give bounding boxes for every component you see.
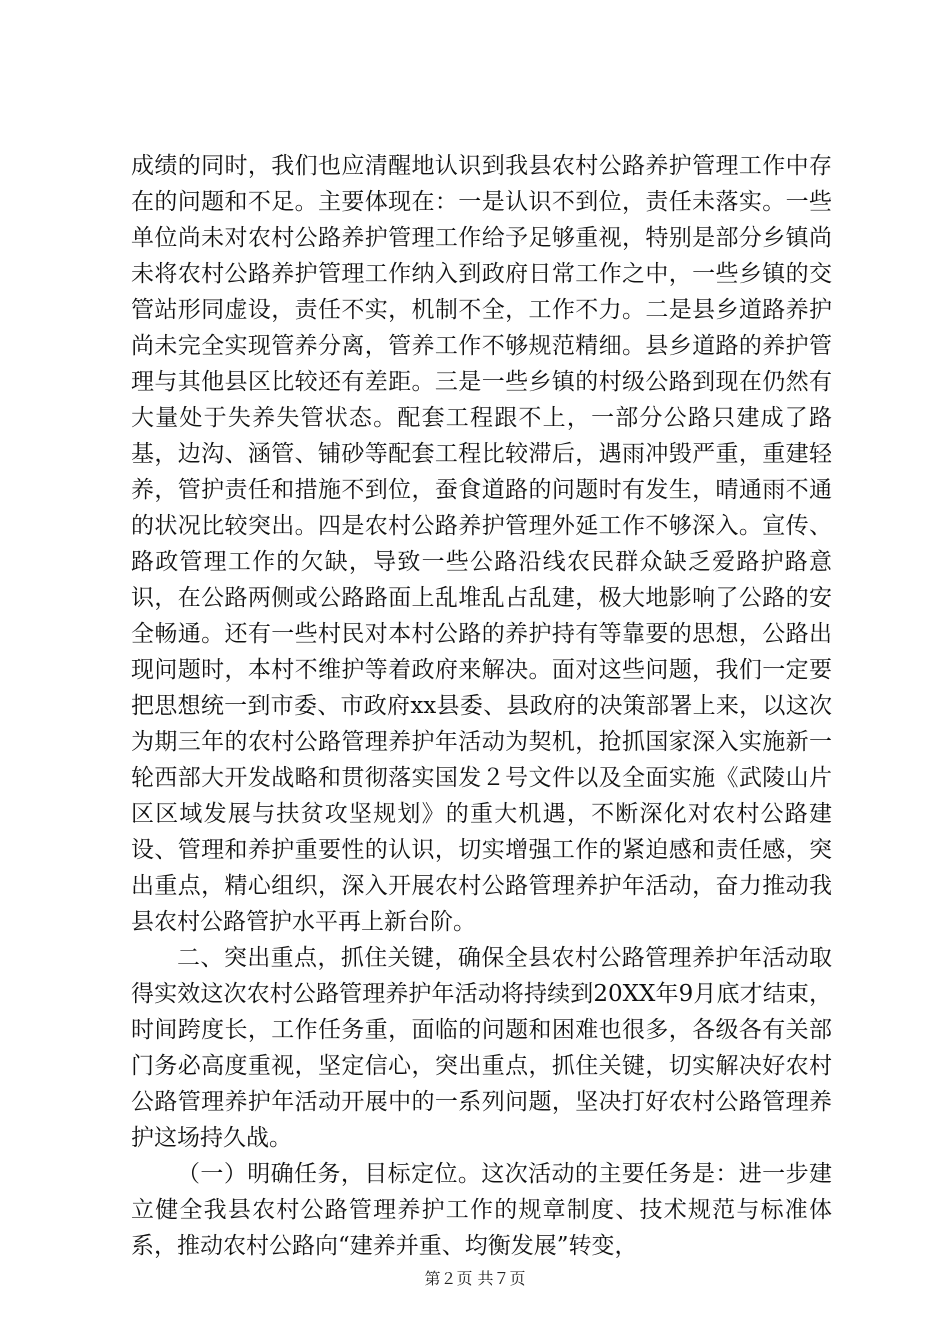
body-text xyxy=(131,148,832,1264)
paragraph-2: 二、突出重点，抓住关键，确保全县农村公路管理养护年活动取得实效这次农村公路管理养护年活动将持续到20XX年9月底才结束，时间跨度长，工作任务重，面临的问题和困难也很多，各级各有关部门务必高度重视，坚定信心，突出重点，抓住关键，切实解决好农村公路管理养护年活动开展中的一系列问题，坚决打好农村公路管理养护这场持久战。 xyxy=(131,945,832,1151)
page-footer: 第２页 共７页 xyxy=(424,1269,526,1288)
paragraph-1: 成绩的同时，我们也应清醒地认识到我县农村公路养护管理工作中存在的问题和不足。主要体现在：一是认识不到位，责任未落实。一些单位尚未对农村公路养护管理工作给予足够重视，特别是部分乡镇尚未将农村公路养护管理工作纳入到政府日常工作之中，一些乡镇的交管站形同虚设，责任不实，机制不全，工作不力。二是县乡道路养护尚未完全实现管养分离，管养工作不够规范精细。县乡道路的养护管理与其他县区比较还有差距。三是一些乡镇的村级公路到现在仍然有大量处于失养失管状态。配套工程跟不上，一部分公路只建成了路基，边沟、涵管、铺砂等配套工程比较滞后，遇雨冲毁严重，重建轻养，管护责任和措施不到位，蚕食道路的问题时有发生，晴通雨不通的状况比较突出。四是农村公路养护管理外延工作不够深入。宣传、路政管理工作的欠缺，导致一些公路沿线农民群众缺乏爱路护路意识，在公路两侧或公路路面上乱堆乱占乱建，极大地影响了公路的安全畅通。还有一些村民对本村公路的养护持有等靠要的思想，公路出现问题时，本村不维护等着政府来解决。面对这些问题，我们一定要把思想统一到市委、市政府xx县委、县政府的决策部署上来，以这次为期三年的农村公路管理养护年活动为契机，抢抓国家深入实施新一轮西部大开发战略和贯彻落实国发２号文件以及全面实施《武陵山片区区域发展与扶贫攻坚规划》的重大机遇，不断深化对农村公路建设、管理和养护重要性的认识，切实增强工作的紧迫感和责任感，突出重点，精心组织，深入开展农村公路管理养护年活动，奋力推动我县农村公路管护水平再上新台阶。 xyxy=(131,153,832,935)
paragraph-3: （一）明确任务，目标定位。这次活动的主要任务是：进一步建立健全我县农村公路管理养护工作的规章制度、技术规范与标准体系，推动农村公路向“建养并重、均衡发展”转变， xyxy=(131,1161,832,1259)
